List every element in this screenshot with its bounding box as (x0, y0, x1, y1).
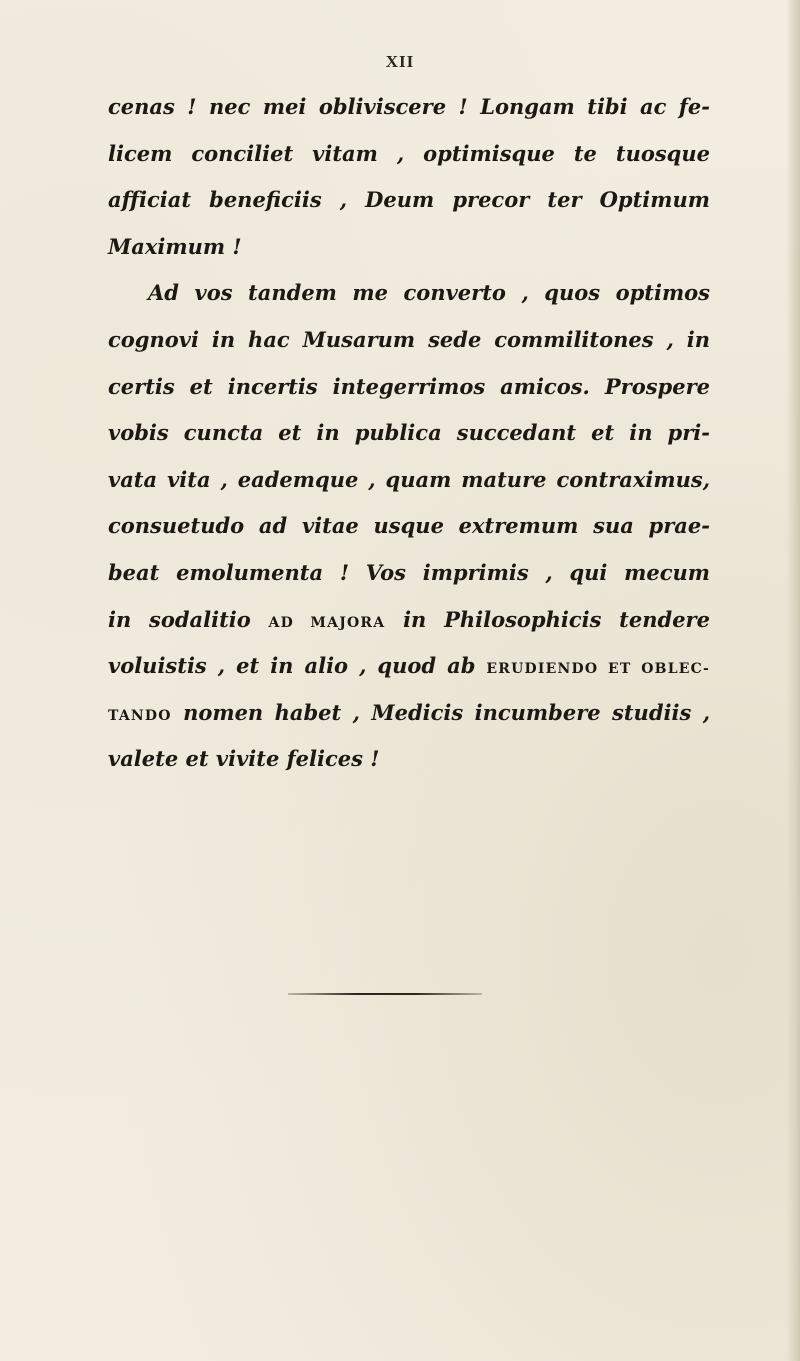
text-line: beat emolumenta ! Vos imprimis , qui mecum (108, 559, 710, 585)
text-line: vobis cuncta et in publica succedant et in pri- (108, 420, 710, 446)
text-line: cenas ! nec mei obliviscere ! Longam tibi ac fe- (108, 94, 710, 119)
small-caps-text: ERUDIENDO ET OBLEC- (486, 661, 710, 678)
text-line: TANDO nomen habet , Medicis incumbere studiis , (108, 699, 710, 725)
text-line: in sodalitio AD MAJORA in Philosophicis tendere (108, 606, 710, 632)
closing-rule (288, 993, 482, 995)
page-number: XII (385, 52, 415, 71)
text-line: Ad vos tandem me converto , quos optimos (148, 280, 710, 306)
body-text (108, 84, 710, 783)
text-line: licem conciliet vitam , optimisque te tuosque (108, 140, 710, 166)
text-line: afficiat beneficiis , Deum precor ter Optimum (108, 187, 710, 213)
page-edge-shadow (786, 0, 800, 1361)
small-caps-text: TANDO (108, 707, 172, 724)
text-line: voluistis , et in alio , quod ab ERUDIENDO ET OBLEC- (108, 653, 710, 679)
text-line: Maximum ! (108, 233, 242, 259)
text-line: vata vita , eademque , quam mature contraximus, (108, 466, 710, 492)
small-caps-text: AD MAJORA (268, 614, 386, 631)
text-line: valete et vivite felices ! (108, 746, 380, 772)
text-line: certis et incertis integerrimos amicos. Prospere (108, 373, 710, 399)
text-line: consuetudo ad vitae usque extremum sua prae- (108, 513, 710, 539)
text-line: cognovi in hac Musarum sede commilitones , in (108, 326, 710, 352)
